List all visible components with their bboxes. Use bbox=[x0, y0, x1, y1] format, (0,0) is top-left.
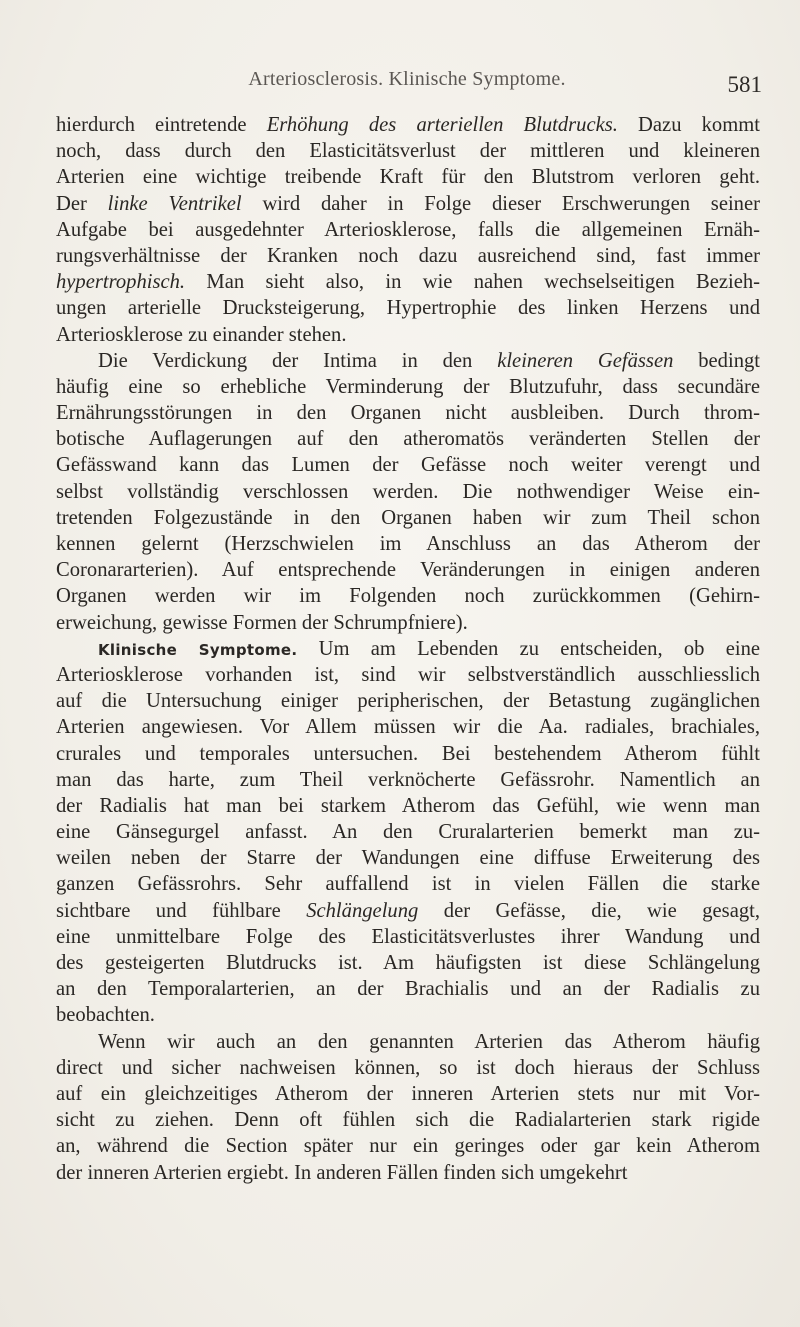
text-run: an den Temporalarterien, an der Brachialis und an der Radialis zu bbox=[56, 978, 760, 1001]
text-run: hierdurch eintretende bbox=[56, 114, 267, 136]
text-run: Arteriosklerose vorhanden ist, sind wir selbstverständlich ausschliesslich bbox=[56, 663, 760, 686]
text-line bbox=[56, 1160, 760, 1186]
text-run: Der bbox=[56, 192, 108, 215]
text-run: beobachten. bbox=[56, 1004, 155, 1027]
text-run: sichtbare und fühlbare bbox=[56, 899, 307, 922]
text-line bbox=[56, 400, 760, 426]
text-line bbox=[56, 924, 760, 950]
text-run: der Radialis hat man bei starkem Atherom das Gefühl, wie wenn man bbox=[56, 794, 760, 817]
text-line bbox=[56, 898, 760, 924]
emphasis: Erhöhung des arteriellen Blutdrucks. bbox=[266, 114, 618, 136]
text-run: rungsverhältnisse der Kranken noch dazu ausreichend sind, fast immer bbox=[56, 244, 760, 267]
text-line bbox=[56, 1133, 760, 1159]
text-run: Dazu kommt bbox=[617, 114, 760, 136]
text-line bbox=[56, 217, 760, 243]
text-run: Arterien eine wichtige treibende Kraft für den Blutstrom verloren geht. bbox=[56, 166, 760, 189]
emphasis: hypertrophisch. bbox=[56, 271, 186, 294]
paragraph bbox=[56, 348, 760, 636]
text-run: botische Auflagerungen auf den atheromatös veränderten Stellen der bbox=[56, 428, 760, 451]
paragraph bbox=[56, 112, 760, 348]
text-run: wird daher in Folge dieser Erschwerungen seiner bbox=[241, 192, 760, 215]
text-run: Arteriosklerose zu einander stehen. bbox=[56, 323, 347, 346]
text-run: bedingt bbox=[673, 349, 760, 372]
text-run: Wenn wir auch an den genannten Arterien das Atherom häufig bbox=[98, 1030, 760, 1053]
text-run: crurales und temporales untersuchen. Bei bestehendem Atherom fühlt bbox=[56, 742, 760, 765]
text-run: Um am Lebenden zu entscheiden, ob eine bbox=[297, 637, 760, 660]
text-line bbox=[56, 112, 760, 138]
section-lead: Klinische Symptome. bbox=[98, 640, 298, 659]
running-title: Arteriosclerosis. Klinische Symptome. bbox=[248, 68, 566, 90]
text-line bbox=[56, 871, 760, 897]
emphasis: Schlängelung bbox=[306, 899, 419, 922]
text-run: auf die Untersuchung einiger peripherischen, der Betastung zugänglichen bbox=[56, 690, 760, 713]
page-number: 581 bbox=[727, 72, 762, 97]
text-line bbox=[56, 426, 760, 452]
text-run: eine unmittelbare Folge des Elasticitätsverlustes ihrer Wandung und bbox=[56, 925, 760, 948]
text-run: auf ein gleichzeitiges Atherom der inneren Arterien stets nur mit Vor- bbox=[56, 1082, 760, 1105]
text-run: man das harte, zum Theil verknöcherte Gefässrohr. Namentlich an bbox=[56, 768, 760, 791]
text-run: sicht zu ziehen. Denn oft fühlen sich die Radialarterien stark rigide bbox=[56, 1109, 760, 1132]
text-run: kennen gelernt (Herzschwielen im Anschluss an das Atherom der bbox=[56, 533, 760, 555]
text-run: der Gefässe, die, wie gesagt, bbox=[418, 899, 760, 922]
text-run: eine Gänsegurgel anfasst. An den Cruralarterien bemerkt man zu- bbox=[56, 821, 760, 844]
text-line bbox=[56, 845, 760, 871]
text-line bbox=[56, 295, 760, 321]
text-line bbox=[56, 348, 760, 374]
text-line bbox=[56, 793, 760, 819]
text-run: ganzen Gefässrohrs. Sehr auffallend ist in vielen Fällen die starke bbox=[56, 873, 760, 896]
text-run: Coronararterien). Auf entsprechende Veränderungen in einigen anderen bbox=[56, 559, 760, 582]
text-line bbox=[56, 452, 760, 478]
text-run: Gefässwand kann das Lumen der Gefässe noch weiter verengt und bbox=[56, 454, 760, 477]
running-head bbox=[52, 68, 762, 97]
text-line bbox=[56, 741, 760, 767]
text-run: Ernährungsstörungen in den Organen nicht ausbleiben. Durch throm- bbox=[56, 402, 760, 425]
text-line bbox=[56, 269, 760, 295]
text-run: Aufgabe bei ausgedehnter Arteriosklerose, falls die allgemeinen Ernäh- bbox=[56, 218, 760, 241]
text-run: Arterien angewiesen. Vor Allem müssen wir die Aa. radiales, brachiales, bbox=[56, 716, 760, 739]
text-line bbox=[56, 243, 760, 269]
text-run: häufig eine so erhebliche Verminderung der Blutzufuhr, dass secundäre bbox=[56, 375, 760, 398]
emphasis: kleineren Gefässen bbox=[497, 349, 674, 372]
text-line bbox=[56, 688, 760, 714]
text-line bbox=[56, 950, 760, 976]
text-line bbox=[56, 374, 760, 400]
text-line bbox=[56, 164, 760, 190]
text-run: tretenden Folgezustände in den Organen haben wir zum Theil schon bbox=[56, 506, 760, 529]
text-line bbox=[56, 1029, 760, 1055]
text-line bbox=[56, 557, 760, 583]
paragraph bbox=[56, 1029, 760, 1186]
text-line bbox=[56, 1081, 760, 1107]
text-line bbox=[56, 531, 760, 557]
text-run: noch, dass durch den Elasticitätsverlust der mittleren und kleineren bbox=[56, 140, 760, 163]
text-run: des gesteigerten Blutdrucks ist. Am häufigsten ist diese Schlängelung bbox=[56, 952, 760, 974]
text-line bbox=[56, 138, 760, 164]
text-line bbox=[56, 714, 760, 740]
text-run: der inneren Arterien ergiebt. In anderen Fällen finden sich umgekehrt bbox=[56, 1161, 628, 1184]
text-line bbox=[56, 1055, 760, 1081]
text-line bbox=[56, 636, 760, 662]
text-line bbox=[56, 505, 760, 531]
text-line bbox=[56, 583, 760, 609]
text-line bbox=[56, 479, 760, 505]
text-line bbox=[56, 662, 760, 688]
text-run: Die Verdickung der Intima in den bbox=[98, 349, 498, 372]
text-line bbox=[56, 1002, 760, 1028]
text-run: Man sieht also, in wie nahen wechselseitigen Bezieh- bbox=[185, 271, 760, 294]
text-line bbox=[56, 767, 760, 793]
text-line bbox=[56, 819, 760, 845]
text-run: weilen neben der Starre der Wandungen eine diffuse Erweiterung des bbox=[56, 847, 760, 870]
text-line bbox=[56, 322, 760, 348]
text-run: an, während die Section später nur ein geringes oder gar kein Atherom bbox=[56, 1135, 760, 1158]
text-line bbox=[56, 1107, 760, 1133]
text-line bbox=[56, 976, 760, 1002]
text-run: erweichung, gewisse Formen der Schrumpfniere). bbox=[56, 611, 468, 634]
emphasis: linke Ventrikel bbox=[107, 192, 242, 215]
paragraph bbox=[56, 636, 760, 1029]
text-line bbox=[56, 610, 760, 636]
body-text bbox=[56, 112, 760, 1186]
text-run: selbst vollständig verschlossen werden. Die nothwendiger Weise ein- bbox=[56, 480, 760, 503]
text-line bbox=[56, 191, 760, 217]
text-run: direct und sicher nachweisen können, so ist doch hieraus der Schluss bbox=[56, 1056, 760, 1079]
text-run: ungen arterielle Drucksteigerung, Hypertrophie des linken Herzens und bbox=[56, 297, 760, 320]
text-run: Organen werden wir im Folgenden noch zurückkommen (Gehirn- bbox=[56, 585, 760, 608]
